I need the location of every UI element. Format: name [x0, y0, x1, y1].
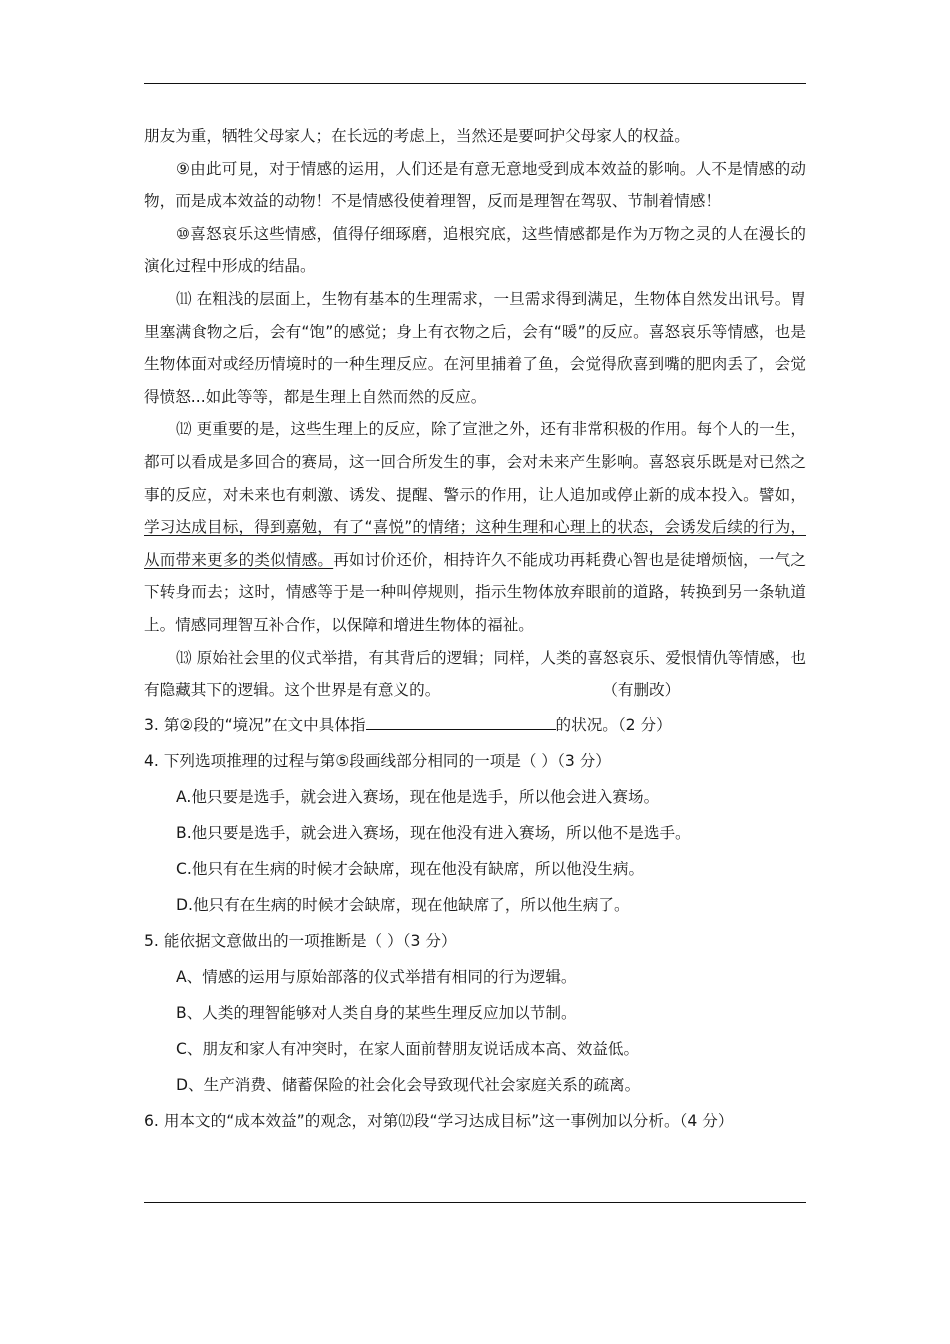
question-5-option-c: C、朋友和家人有冲突时，在家人面前替朋友说话成本高、效益低。: [176, 1039, 640, 1058]
paragraph-12-text-b: 再如讨价还价，相持许久不能成功再耗费心智也是徒增烦恼，一气之下转身而去；这时，情感等于是一种叫停规则，指示生物体放弃眼前的道路，转换到另一条轨道上。情感同理智互补合作，以保障和增进生物体的福祉。: [144, 550, 806, 634]
question-4: 4. 下列选项推理的过程与第⑤段画线部分相同的一项是（ ）（3 分）: [144, 751, 611, 770]
page-content: [144, 120, 806, 1139]
question-3: [144, 707, 806, 743]
question-4-option-c: C.他只有在生病的时候才会缺席，现在他没有缺席，所以他没生病。: [176, 859, 645, 878]
paragraph-13-text: ⒀ 原始社会里的仪式举措，有其背后的逻辑；同样，人类的喜怒哀乐、爱恨情仇等情感，也有隐藏其下的逻辑。这个世界是有意义的。: [144, 648, 806, 700]
answer-blank[interactable]: [366, 715, 556, 730]
question-5: 5. 能依据文意做出的一项推断是（ ）（3 分）: [144, 931, 457, 950]
passage-paragraph-9: ⑨由此可見，对于情感的运用，人们还是有意无意地受到成本效益的影响。人不是情感的动物，而是成本效益的动物！不是情感役使着理智，反而是理智在驾驭、节制着情感！: [144, 159, 806, 211]
passage-paragraph-11: ⑾ 在粗浅的层面上，生物有基本的生理需求，一旦需求得到满足，生物体自然发出讯号。胃里塞满食物之后，会有“饱”的感觉；身上有衣物之后，会有“暖”的反应。喜怒哀乐等情感，也是生物体面对或经历情境时的一种生理反应。在河里捕着了鱼，会觉得欣喜到嘴的肥肉丢了，会觉得愤怒...如此等等，都是生理上自然而然的反应。: [144, 289, 806, 406]
source-note: （有删改）: [602, 681, 681, 700]
passage-paragraph-12: [144, 413, 806, 641]
question-4-option-d: D.他只有在生病的时候才会缺席，现在他缺席了，所以他生病了。: [176, 895, 630, 914]
paragraph-12-text-a: ⑿ 更重要的是，这些生理上的反应，除了宣泄之外，还有非常积极的作用。每个人的一生，都可以看成是多回合的赛局，这一回合所发生的事，会对未来产生影响。喜怒哀乐既是对已然之事的反应，对未来也有刺激、诱发、提醒、警示的作用，让人追加或停止新的成本投入。譬如，: [144, 420, 806, 504]
passage-paragraph-13: [144, 642, 806, 707]
question-6: 6. 用本文的“成本效益”的观念，对第⑿段“学习达成目标”这一事例加以分析。（4 分）: [144, 1111, 734, 1130]
footer-rule: [144, 1202, 806, 1203]
header-rule: [144, 83, 806, 84]
passage-paragraph-continued: 朋友为重，牺牲父母家人；在长远的考虑上，当然还是要呵护父母家人的权益。: [144, 127, 690, 145]
question-4-option-b: B.他只要是选手，就会进入赛场，现在他没有进入赛场，所以他不是选手。: [176, 823, 691, 842]
question-5-option-a: A、情感的运用与原始部落的仪式举措有相同的行为逻辑。: [176, 967, 577, 986]
question-5-option-d: D、生产消费、储蓄保险的社会化会导致现代社会家庭关系的疏离。: [176, 1075, 641, 1094]
question-3-text: 3. 第②段的“境况”在文中具体指: [144, 715, 366, 734]
paragraph-12-underlined-text: 学习达成目标，得到嘉勉，有了“喜悦”的情绪；这种生理和心理上的状态，会诱发后续的行为，从而带来更多的类似情感。: [144, 518, 806, 569]
question-3-text-end: 的状况。（2 分）: [555, 715, 672, 734]
passage-paragraph-10: ⑩喜怒哀乐这些情感，值得仔细琢磨，追根究底，这些情感都是作为万物之灵的人在漫长的演化过程中形成的结晶。: [144, 224, 806, 276]
question-5-option-b: B、人类的理智能够对人类自身的某些生理反应加以节制。: [176, 1003, 577, 1022]
question-4-option-a: A.他只要是选手，就会进入赛场，现在他是选手，所以他会进入赛场。: [176, 787, 660, 806]
